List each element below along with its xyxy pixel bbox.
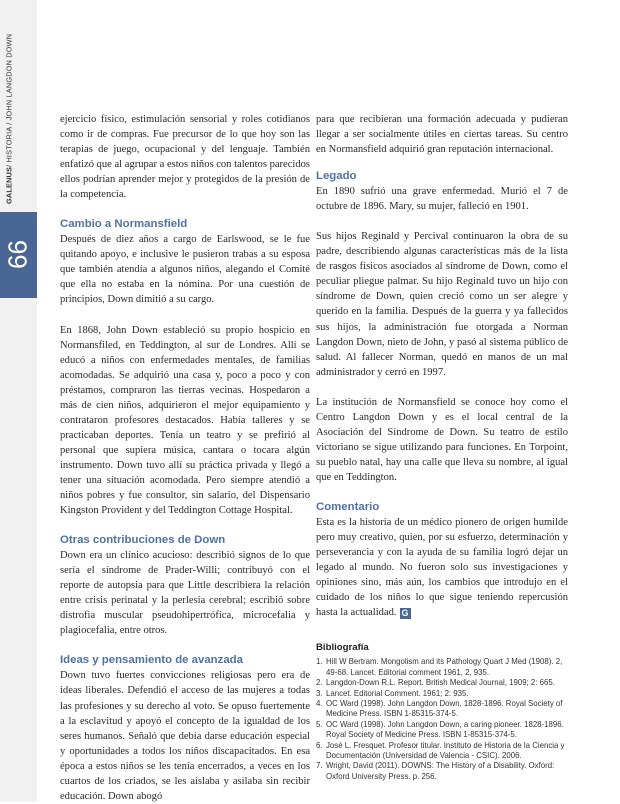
heading-cambio-normansfield: Cambio a Normansfield [60, 218, 188, 231]
ideas-paragraph: Down tuvo fuertes convicciones religiosas pero era de ideas liberales. Defendió el acceso de las mujeres a todas las profesiones y su derecho al voto. Se opuso fuertemente a la esclavitud y apoyó el concepto de la igualdad de los seres humanos. Señaló que debía darse educación especial y oportunidades a todos los niños discapacitados. En esa época a estos niños se les tenía encerrados, a veces en los cuartos de los criados, se les aislaba y asilaba sin recibir educación. Down abogó [60, 670, 310, 802]
comentario-text: Esta es la historia de un médico pionero de origen humilde pero muy creativo, quien, por su esfuerzo, determinación y perseverancia y con la ayuda de su familia logró dejar un legado al mundo. No fueron solo sus investigaciones y opiniones sino, más aún, los cambios que introdujo en el cuidado de los niños lo que sigue teniendo repercusión hasta la actualidad. [316, 516, 568, 619]
running-head [1, 33, 17, 204]
cambio-paragraph-2: En 1868, John Down estableció su propio hospicio en Normansfiled, en Teddington, al sur de Londres. Allí se educó a niños con enfermedades mentales, de familias acomodadas. Se adquirió una casa y, poco a poco y con préstamos, compraron las tierras vecinas. Hospedaron a más de cien niños, adquirieron el mejor equipamiento y contrataron profesores destacados. Había talleres y se practicaban deportes. Tenía un teatro y se prefirió al personal que supiera música, cantara o tocara algún instrumento. Down tuvo allí su práctica privada y llegó a tener una situación acomodada. Pero siempre atendió a niños pobres y fue consultor, sin salario, del Dispensario Kingston Provident y del Teddington Cottage Hospital. [60, 324, 310, 517]
legado-paragraph-2: Sus hijos Reginald y Percival continuaron la obra de su padre, describiendo algunas características más de la lista de rasgos físicos asociados al síndrome de Down, como el peculiar pliegue palmar. Su hijo Reginald tuvo un hijo con síndrome de Down, quien creció como un ser alegre y querido en la familia. Después de la guerra y ya fallecidos sus hijos, la administración fue otorgada a Norman Langdon Down, nieto de John, y pasó al sistema público de salud. Al fallecer Norman, quedó en manos de un mal administrador y cerró en 1997. [316, 231, 568, 378]
bibliography-item: 4. OC Ward (1998). John Langdon Down, 1828-1896. Royal Society of Medicine Press. ISBN 1-85315-374-5. [316, 698, 563, 719]
bibliography-item: 7. Wright, David (2011). DOWNS: The History of a Disability. Oxford: Oxford University Press. p. 256. [316, 761, 555, 781]
legado-paragraph-1: En 1890 sufrió una grave enfermedad. Murió el 7 de octubre de 1896. Mary, su mujer, falleció en 1901. [316, 186, 568, 213]
page-number: 66 [2, 240, 33, 269]
sidebar [0, 0, 37, 802]
page-number-badge [0, 212, 37, 298]
heading-otras-contribuciones: Otras contribuciones de Down [60, 534, 226, 547]
otras-paragraph: Down era un clínico acucioso: describió signos de lo que sería el síndrome de Prader-Willi; contribuyó con el reporte de autopsia para que Little describiera la relación entre crisis perinatal y la perlesía cerebral; escribió sobre distrofia muscular pseudohipertrófica, microcefalia y plagiocefalia, entre otros. [60, 550, 310, 637]
right-column [316, 112, 568, 782]
heading-legado: Legado [316, 170, 357, 183]
left-column [60, 112, 310, 804]
bibliography-item: 2. Langdon-Down R.L. Report. British Medical Journal, 1909; 2: 665. [316, 678, 555, 688]
legado-paragraph-3: La institución de Normansfield se conoce hoy como el Centro Langdon Down y es el local central de la Asociación del Síndrome de Down. Su teatro de estilo victoriano se sigue utilizando para funciones. En Torpoint, su pueblo natal, hay una calle que lleva su nombre, al igual que en Teddington. [316, 396, 568, 483]
journal-name: GALENUS [4, 166, 14, 204]
end-mark-icon: G [401, 608, 409, 619]
bibliography-item: 1. Hill W Bertram. Mongolism and its Pathology Quart J Med (1908). 2, 49-68. Lancet. Editorial comment 1961, 2, 935. [316, 657, 563, 677]
comentario-paragraph [316, 515, 568, 620]
intro-paragraph: ejercicio físico, estimulación sensorial y roles cotidianos como ir de compras. Fue precursor de lo que hoy son las terapias de juego, ocupacional y del lenguaje. También enfatizó que al agrupar a estos niños con talentos parecidos ellos podrían aprender mejor y protegidos de la presión de la competencia. [60, 114, 310, 201]
heading-ideas: Ideas y pensamiento de avanzada [60, 654, 243, 667]
bibliography-item: 6. José L. Fresquet. Profesor titular. Instituto de Historia de la Ciencia y Documentación (Universidad de Valencia - CSIC). 2006. [316, 740, 565, 761]
bibliography-item: 3. Lancet. Editorial Comment. 1961; 2: 935. [316, 688, 469, 698]
bibliography-title: Bibliografía [316, 642, 369, 654]
bibliography-list [316, 657, 568, 782]
heading-comentario: Comentario [316, 500, 380, 513]
cambio-paragraph-1: Después de diez años a cargo de Earlswood, se le fue quitando apoyo, e inclusive le pusieron trabas a su esposa que también atendía a algunos niños, alegando el Comité que ella no estaba en la nómina. Por una cuestión de principios, Down dimitió a su cargo. [60, 234, 310, 306]
bibliography-item: 5. OC Ward (1998). John Langdon Down, a caring pioneer. 1828-1896. Royal Society of Medicine Press. ISBN 1-85315-374-5. [316, 719, 564, 740]
continuation-paragraph: para que recibieran una formación adecuada y pudieran llegar a ser socialmente útiles en ciertas tareas. Su centro en Normansfield adquirió gran reputación internacional. [316, 114, 568, 156]
section-path: / HISTORIA / JOHN LANGDON DOWN [4, 33, 14, 167]
